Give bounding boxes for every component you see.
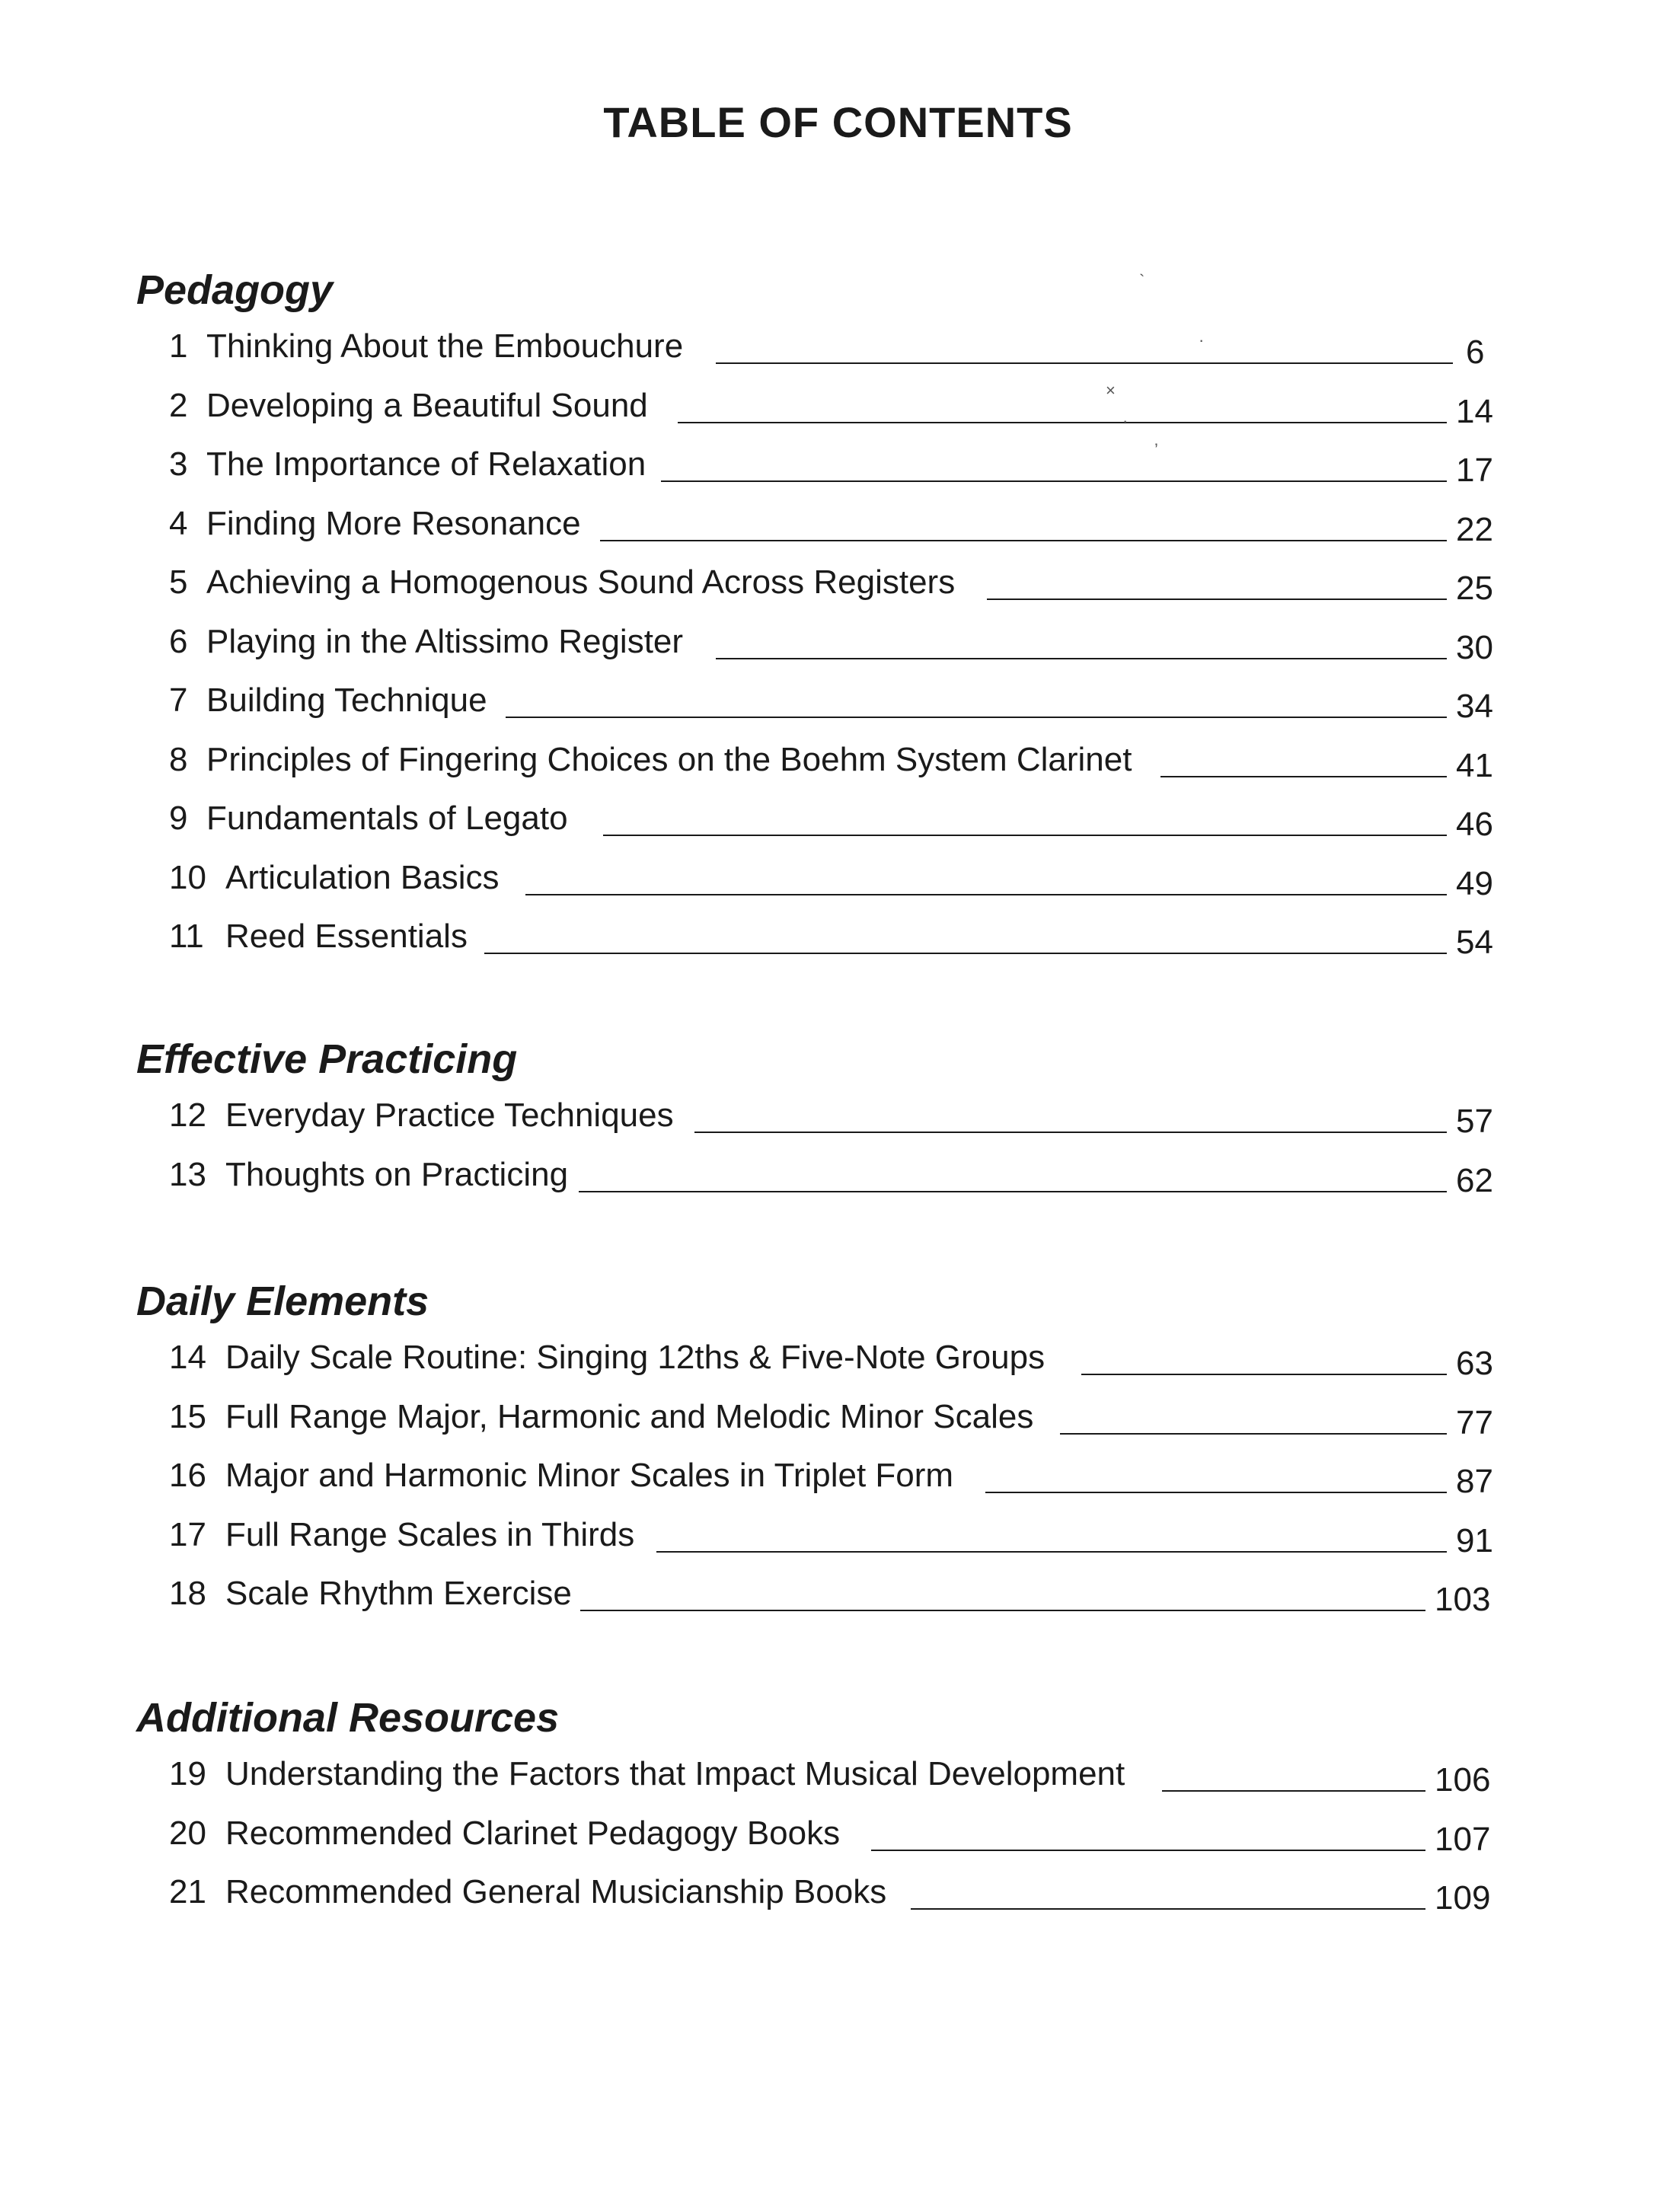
entry-page-number: 57 <box>1456 1103 1493 1140</box>
toc-entry[interactable] <box>0 918 1676 977</box>
toc-entry[interactable] <box>0 505 1676 564</box>
dot-leader <box>661 480 1447 482</box>
entry-page-number: 22 <box>1456 510 1493 548</box>
entry-title: Articulation Basics <box>225 858 500 896</box>
section-heading: Additional Resources <box>136 1695 560 1741</box>
entry-number: 15 <box>169 1397 206 1435</box>
scan-speck: · <box>1122 411 1129 430</box>
section-heading: Effective Practicing <box>136 1036 518 1082</box>
entry-title: Major and Harmonic Minor Scales in Triplet Form <box>225 1457 954 1494</box>
entry-page-number: 25 <box>1456 570 1493 607</box>
dot-leader <box>580 1610 1425 1611</box>
toc-entry-list <box>0 327 1676 977</box>
entry-page-number: 63 <box>1456 1345 1493 1382</box>
page-title: TABLE OF CONTENTS <box>603 98 1073 146</box>
scan-speck: · <box>1199 330 1205 350</box>
scan-speck: ` <box>1139 271 1145 290</box>
entry-number: 13 <box>169 1155 206 1193</box>
toc-entry[interactable] <box>0 327 1676 387</box>
dot-leader <box>525 894 1447 895</box>
toc-entry[interactable] <box>0 1096 1676 1156</box>
entry-number: 12 <box>169 1096 206 1134</box>
toc-entry[interactable] <box>0 623 1676 682</box>
entry-number: 14 <box>169 1339 206 1376</box>
toc-entry[interactable] <box>0 859 1676 918</box>
entry-title: Playing in the Altissimo Register <box>206 622 684 660</box>
entry-title: Reed Essentials <box>225 918 468 955</box>
dot-leader <box>871 1850 1425 1851</box>
entry-page-number: 109 <box>1435 1879 1491 1917</box>
entry-page-number: 91 <box>1456 1521 1493 1559</box>
entry-page-number: 103 <box>1435 1581 1491 1618</box>
entry-page-number: 34 <box>1456 688 1493 725</box>
entry-title: Scale Rhythm Exercise <box>225 1575 572 1612</box>
toc-entry[interactable] <box>0 387 1676 446</box>
dot-leader <box>1081 1374 1447 1375</box>
entry-number: 11 <box>169 918 204 955</box>
dot-leader <box>694 1132 1447 1133</box>
entry-title: Everyday Practice Techniques <box>225 1096 674 1134</box>
entry-page-number: 107 <box>1435 1820 1491 1858</box>
entry-title: Developing a Beautiful Sound <box>206 386 648 424</box>
entry-title: Recommended General Musicianship Books <box>225 1873 887 1910</box>
toc-entry-list <box>0 1096 1676 1215</box>
entry-page-number: 87 <box>1456 1463 1493 1500</box>
entry-page-number: 17 <box>1456 452 1493 489</box>
entry-title: Building Technique <box>206 681 487 719</box>
entry-number: 4 <box>169 504 188 542</box>
entry-title: Daily Scale Routine: Singing 12ths & Five-Note Groups <box>225 1339 1046 1376</box>
toc-entry[interactable] <box>0 1156 1676 1215</box>
scan-speck: ’ <box>1154 440 1158 459</box>
entry-title: Thinking About the Embouchure <box>206 327 684 365</box>
entry-number: 20 <box>169 1814 206 1852</box>
dot-leader <box>484 953 1447 954</box>
dot-leader <box>985 1492 1447 1493</box>
toc-entry[interactable] <box>0 445 1676 505</box>
dot-leader <box>579 1191 1447 1192</box>
entry-page-number: 14 <box>1456 392 1493 430</box>
dot-leader <box>678 422 1447 423</box>
toc-entry[interactable] <box>0 1516 1676 1575</box>
entry-number: 17 <box>169 1515 206 1553</box>
dot-leader <box>911 1908 1425 1910</box>
entry-page-number: 46 <box>1456 806 1493 843</box>
toc-entry[interactable] <box>0 1457 1676 1516</box>
toc-entry[interactable] <box>0 1873 1676 1933</box>
entry-number: 19 <box>169 1755 206 1792</box>
dot-leader <box>656 1551 1447 1553</box>
toc-entry[interactable] <box>0 563 1676 623</box>
entry-number: 8 <box>169 740 188 778</box>
entry-number: 21 <box>169 1873 206 1910</box>
dot-leader <box>603 835 1447 836</box>
entry-page-number: 49 <box>1456 864 1493 902</box>
toc-entry[interactable] <box>0 800 1676 859</box>
scan-speck: × <box>1106 381 1116 400</box>
entry-title: Fundamentals of Legato <box>206 800 568 837</box>
entry-number: 7 <box>169 681 188 719</box>
entry-page-number: 30 <box>1456 628 1493 666</box>
entry-number: 18 <box>169 1575 206 1612</box>
toc-entry[interactable] <box>0 1755 1676 1815</box>
section-heading: Daily Elements <box>136 1278 429 1324</box>
dot-leader <box>506 717 1447 718</box>
entry-title: Full Range Major, Harmonic and Melodic Minor Scales <box>225 1397 1034 1435</box>
dot-leader <box>600 540 1447 541</box>
dot-leader <box>716 362 1453 364</box>
entry-number: 1 <box>169 327 188 365</box>
section-heading: Pedagogy <box>136 267 334 313</box>
entry-number: 10 <box>169 858 206 896</box>
entry-title: Principles of Fingering Choices on the Boehm System Clarinet <box>206 740 1132 778</box>
entry-number: 3 <box>169 445 188 483</box>
toc-entry[interactable] <box>0 1575 1676 1634</box>
toc-entry-list <box>0 1755 1676 1933</box>
dot-leader <box>1060 1433 1447 1435</box>
entry-title: Thoughts on Practicing <box>225 1155 569 1193</box>
entry-number: 5 <box>169 563 188 601</box>
entry-page-number: 54 <box>1456 924 1493 961</box>
entry-title: Recommended Clarinet Pedagogy Books <box>225 1814 841 1852</box>
entry-number: 6 <box>169 622 188 660</box>
toc-entry-list <box>0 1339 1676 1634</box>
entry-page-number: 41 <box>1456 746 1493 784</box>
entry-page-number: 6 <box>1466 334 1485 371</box>
entry-number: 9 <box>169 800 188 837</box>
entry-number: 2 <box>169 386 188 424</box>
dot-leader <box>716 658 1447 659</box>
entry-number: 16 <box>169 1457 206 1494</box>
toc-entry[interactable] <box>0 1815 1676 1874</box>
entry-page-number: 62 <box>1456 1161 1493 1199</box>
entry-title: The Importance of Relaxation <box>206 445 646 483</box>
toc-entry[interactable] <box>0 1398 1676 1457</box>
entry-title: Understanding the Factors that Impact Musical Development <box>225 1755 1125 1792</box>
toc-entry[interactable] <box>0 1339 1676 1398</box>
toc-entry[interactable] <box>0 681 1676 741</box>
entry-page-number: 77 <box>1456 1403 1493 1441</box>
toc-entry[interactable] <box>0 741 1676 800</box>
entry-title: Achieving a Homogenous Sound Across Registers <box>206 563 956 601</box>
dot-leader <box>1160 776 1447 777</box>
dot-leader <box>1162 1790 1425 1792</box>
dot-leader <box>987 598 1447 600</box>
entry-title: Full Range Scales in Thirds <box>225 1515 635 1553</box>
entry-title: Finding More Resonance <box>206 504 581 542</box>
entry-page-number: 106 <box>1435 1761 1491 1799</box>
